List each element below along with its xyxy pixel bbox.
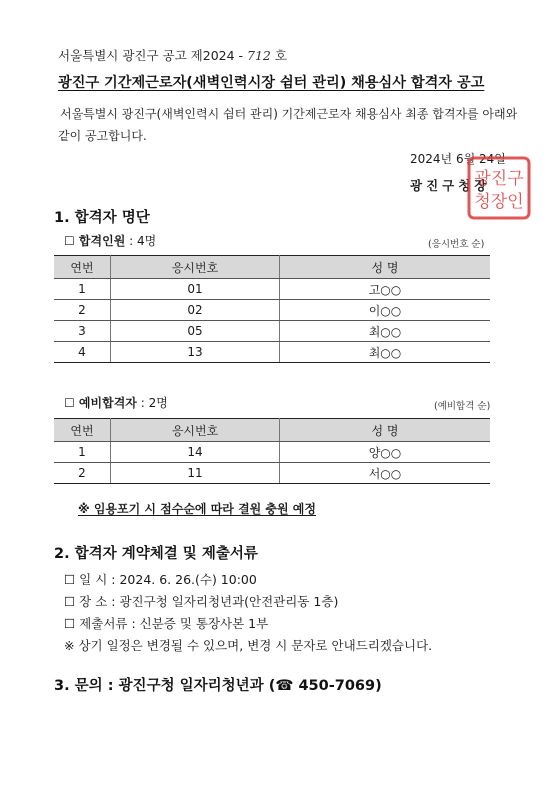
svg-text:광진구: 광진구 bbox=[474, 169, 524, 189]
document-title: 광진구 기간제근로자(새벽인력시장 쉼터 관리) 채용심사 합격자 공고 bbox=[58, 75, 485, 91]
official-seal-stamp bbox=[466, 155, 532, 221]
table-cell: 2 bbox=[54, 463, 111, 484]
passed-count: : 4명 bbox=[129, 234, 157, 248]
svg-text:청장인: 청장인 bbox=[474, 192, 524, 212]
table-cell: 1 bbox=[54, 442, 111, 463]
table-cell: 14 bbox=[111, 442, 280, 463]
table-cell: 최○○ bbox=[280, 342, 491, 363]
number-suffix: 호 bbox=[274, 48, 287, 63]
reserve-table bbox=[54, 418, 490, 484]
vacancy-fill-note: ※ 임용포기 시 점수순에 따라 결원 충원 예정 bbox=[78, 502, 316, 516]
column-header: 응시번호 bbox=[111, 419, 280, 442]
table-row bbox=[54, 342, 490, 363]
handwritten-number: 712 bbox=[247, 48, 271, 63]
announcement-date: 2024년 6월 24일 bbox=[410, 152, 506, 166]
intro-paragraph: 서울특별시 광진구(새벽인력시 쉼터 관리) 기간제근로자 채용심사 최종 합격자를 아래와 같이 공고합니다. bbox=[58, 107, 518, 143]
table-row bbox=[54, 279, 490, 300]
issuer-line: 서울특별시 광진구 공고 제2024 - bbox=[58, 48, 244, 63]
issuing-office: 광진구청장 bbox=[410, 178, 491, 193]
table-cell: 2 bbox=[54, 300, 111, 321]
table-row bbox=[54, 321, 490, 342]
table-cell: 01 bbox=[111, 279, 280, 300]
passed-label: ☐ 합격인원 bbox=[64, 234, 126, 248]
table-cell: 05 bbox=[111, 321, 280, 342]
table-row bbox=[54, 300, 490, 321]
section-2-heading: 2. 합격자 계약체결 및 제출서류 bbox=[54, 546, 258, 562]
passed-count-line bbox=[64, 232, 156, 249]
column-header: 응시번호 bbox=[111, 256, 280, 279]
reserve-count: : 2명 bbox=[140, 396, 168, 410]
schedule-place-item: ☐ 장 소 : 광진구청 일자리청년과(안전관리동 1층) bbox=[64, 594, 339, 609]
schedule-time-item: ☐ 일 시 : 2024. 6. 26.(수) 10:00 bbox=[64, 572, 257, 587]
schedule-change-note: ※ 상기 일정은 변경될 수 있으며, 변경 시 문자로 안내드리겠습니다. bbox=[64, 638, 433, 653]
announcement-number-line bbox=[58, 46, 287, 64]
column-header: 연번 bbox=[54, 256, 111, 279]
column-header: 성 명 bbox=[280, 256, 491, 279]
table-cell: 최○○ bbox=[280, 321, 491, 342]
section-3-inquiry: 3. 문의 : 광진구청 일자리청년과 (☎ 450-7069) bbox=[54, 678, 382, 694]
table-cell: 양○○ bbox=[280, 442, 491, 463]
table-cell: 1 bbox=[54, 279, 111, 300]
table-header-row bbox=[54, 419, 490, 442]
required-documents-item: ☐ 제출서류 : 신분증 및 통장사본 1부 bbox=[64, 616, 269, 631]
table-cell: 11 bbox=[111, 463, 280, 484]
table-cell: 02 bbox=[111, 300, 280, 321]
table-cell: 서○○ bbox=[280, 463, 491, 484]
reserve-count-line bbox=[64, 394, 168, 411]
table-header-row bbox=[54, 256, 490, 279]
table-row bbox=[54, 442, 490, 463]
column-header: 성 명 bbox=[280, 419, 491, 442]
passed-order-note: (응시번호 순) bbox=[428, 239, 485, 250]
table-row bbox=[54, 463, 490, 484]
table-cell: 3 bbox=[54, 321, 111, 342]
section-1-heading: 1. 합격자 명단 bbox=[54, 210, 150, 226]
column-header: 연번 bbox=[54, 419, 111, 442]
table-cell: 13 bbox=[111, 342, 280, 363]
reserve-label: ☐ 예비합격자 bbox=[64, 396, 137, 410]
table-cell: 이○○ bbox=[280, 300, 491, 321]
reserve-order-note: (예비합격 순) bbox=[434, 401, 491, 412]
table-cell: 4 bbox=[54, 342, 111, 363]
table-cell: 고○○ bbox=[280, 279, 491, 300]
passed-table bbox=[54, 255, 490, 363]
